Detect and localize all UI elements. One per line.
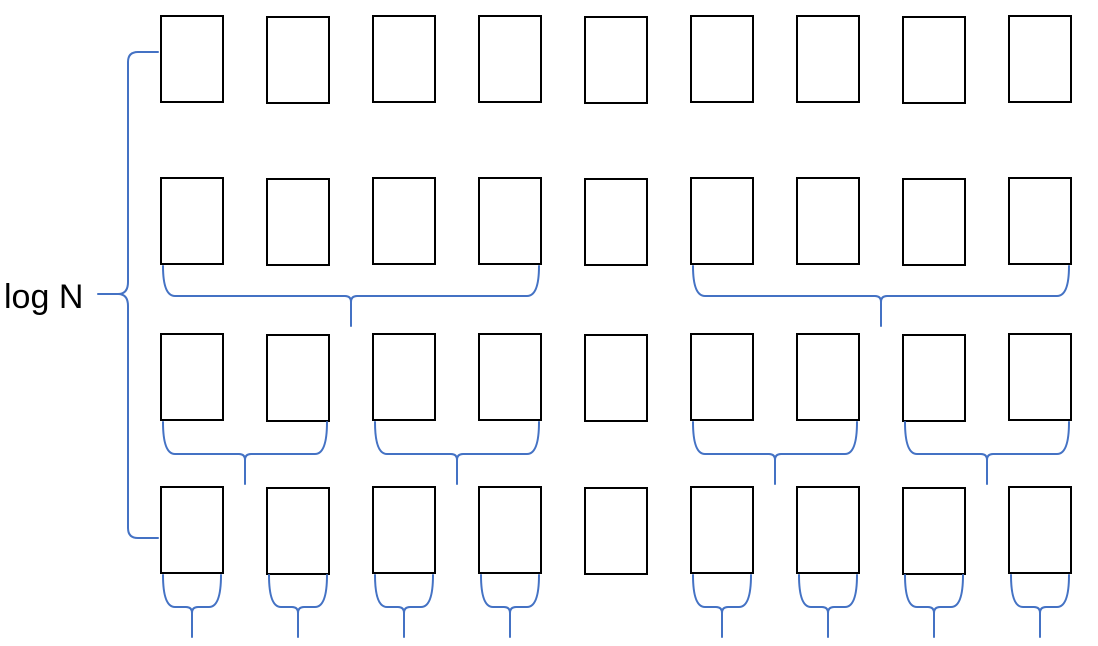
array-box bbox=[267, 179, 329, 265]
array-box bbox=[161, 178, 223, 264]
array-box bbox=[161, 334, 223, 420]
array-box bbox=[161, 16, 223, 102]
array-box bbox=[373, 178, 435, 264]
array-box bbox=[479, 487, 541, 573]
array-box bbox=[691, 334, 753, 420]
array-box bbox=[479, 178, 541, 264]
array-box bbox=[373, 16, 435, 102]
array-box bbox=[479, 334, 541, 420]
array-box bbox=[1009, 334, 1071, 420]
array-box bbox=[691, 487, 753, 573]
array-box bbox=[1009, 178, 1071, 264]
array-box bbox=[585, 17, 647, 103]
group-brace bbox=[905, 575, 963, 637]
array-box bbox=[797, 334, 859, 420]
group-brace bbox=[905, 422, 1069, 484]
array-box bbox=[267, 488, 329, 574]
array-box bbox=[1009, 16, 1071, 102]
group-brace bbox=[269, 575, 327, 637]
group-braces bbox=[163, 266, 1069, 637]
array-box bbox=[903, 17, 965, 103]
array-box bbox=[267, 17, 329, 103]
group-brace bbox=[693, 575, 751, 637]
array-box bbox=[585, 488, 647, 574]
group-brace bbox=[163, 266, 539, 326]
array-box bbox=[585, 179, 647, 265]
array-box bbox=[373, 334, 435, 420]
group-brace bbox=[375, 422, 539, 484]
group-brace bbox=[481, 575, 539, 637]
array-box bbox=[797, 16, 859, 102]
group-brace bbox=[693, 266, 1069, 326]
group-brace bbox=[1011, 575, 1069, 637]
group-brace bbox=[375, 575, 433, 637]
array-box bbox=[691, 178, 753, 264]
depth-brace bbox=[98, 52, 158, 538]
array-box bbox=[1009, 487, 1071, 573]
array-box bbox=[903, 335, 965, 421]
group-brace bbox=[163, 422, 327, 484]
array-box bbox=[479, 16, 541, 102]
group-brace bbox=[799, 575, 857, 637]
array-box bbox=[691, 16, 753, 102]
array-box bbox=[161, 487, 223, 573]
group-brace bbox=[693, 422, 857, 484]
array-box bbox=[373, 487, 435, 573]
array-box bbox=[903, 488, 965, 574]
log-n-label: log N bbox=[4, 278, 84, 316]
array-box bbox=[797, 178, 859, 264]
array-box bbox=[267, 335, 329, 421]
array-box bbox=[585, 335, 647, 421]
group-brace bbox=[163, 575, 221, 637]
array-box bbox=[903, 179, 965, 265]
array-box bbox=[797, 487, 859, 573]
